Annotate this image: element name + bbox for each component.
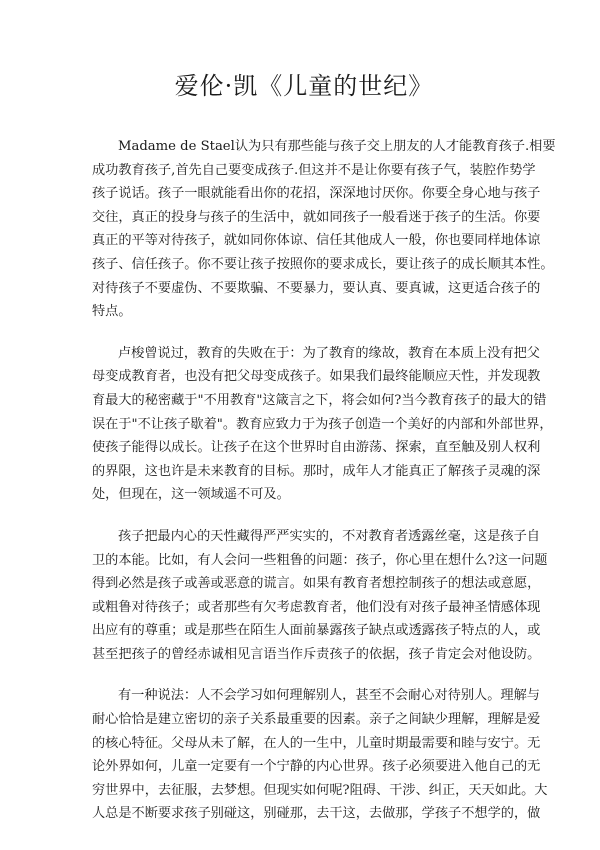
text-line: 卫的本能。比如，有人会问一些粗鲁的问题：孩子，你心里在想什么?这一问题 — [92, 552, 548, 568]
text-line: 耐心恰恰是建立密切的亲子关系最重要的因素。亲子之间缺少理解，理解是爱 — [92, 712, 541, 728]
text-line: 真正的平等对待孩子，就如同你体谅、信任其他成人一般，你也要同样地体谅 — [92, 233, 541, 249]
text-line: 论外界如何，儿童一定要有一个宁静的内心世界。孩子必须要进入他自己的无 — [92, 759, 541, 775]
text-line: 穷世界中，去征服，去梦想。但现实如何呢?阻碍、干涉、纠正，天天如此。大 — [92, 782, 548, 798]
paragraph-1 — [92, 135, 556, 324]
text-line: 或粗鲁对待孩子；或者那些有欠考虑教育者，他们没有对孩子最神圣情感体现 — [92, 599, 541, 615]
text-line: 得到必然是孩子或善或恶意的谎言。如果有教育者想控制孩子的想法或意愿， — [92, 576, 541, 592]
text-line: 有一种说法：人不会学习如何理解别人，甚至不会耐心对待别人。理解与 — [118, 688, 540, 704]
text-line: 的核心特征。父母从未了解，在人的一生中，儿童时期最需要和睦与安宁。无 — [92, 735, 541, 751]
text-line: 孩子把最内心的天性藏得严严实实的，不对教育者透露丝毫，这是孩子自 — [118, 528, 540, 544]
text-line: 特点。 — [92, 304, 132, 320]
text-line: 人总是不断要求孩子别碰这，别碰那，去干这，去做那，学孩子不想学的，做 — [92, 806, 541, 822]
text-line: 孩子说话。孩子一眼就能看出你的花招，深深地讨厌你。你要全身心地与孩子 — [92, 186, 541, 202]
text-line: 母变成教育者，也没有把父母变成孩子。如果我们最终能顺应天性，并发现教 — [92, 369, 541, 385]
text-line: 育最大的秘密藏于"不用教育"这箴言之下，将会如何?当今教育孩子的最大的错 — [92, 392, 547, 408]
text-line: 孩子、信任孩子。你不要让孩子按照你的要求成长，要让孩子的成长顺其本性。 — [92, 256, 554, 272]
text-line: 处，但现在，这一领域遥不可及。 — [92, 487, 290, 503]
document-title: 爱伦·凯《儿童的世纪》 — [174, 72, 434, 100]
text-line: 对待孩子不要虚伪、不要欺骗、不要暴力，要认真、要真诚，这更适合孩子的 — [92, 280, 541, 296]
text-line: Madame de Stael认为只有那些能与孩子交上朋友的人才能教育孩子.相要 — [118, 139, 556, 154]
text-line: 使孩子能得以成长。让孩子在这个世界时自由游荡、探索，直至触及别人权利 — [92, 440, 541, 456]
text-line: 出应有的尊重；或是那些在陌生人面前暴露孩子缺点或透露孩子特点的人，或 — [92, 623, 541, 639]
paragraph-4 — [92, 684, 548, 826]
paragraph-2 — [92, 342, 553, 507]
text-line: 甚至把孩子的曾经赤诚相见言语当作斥责孩子的依据，孩子肯定会对他设防。 — [92, 646, 541, 662]
text-line: 误在于"不让孩子歇着"。教育应致力于为孩子创造一个美好的内部和外部世界， — [92, 416, 553, 432]
text-line: 卢梭曾说过，教育的失败在于：为了教育的缘故，教育在本质上没有把父 — [118, 345, 540, 361]
text-line: 成功教育孩子,首先自己要变成孩子.但这并不是让你要有孩子气，装腔作势学 — [92, 162, 536, 178]
text-line: 的界限，这也许是未来教育的目标。那时，成年人才能真正了解孩子灵魂的深 — [92, 463, 541, 479]
text-line: 交往，真正的投身与孩子的生活中，就如同孩子一般看迷于孩子的生活。你要 — [92, 209, 541, 225]
paragraph-3 — [92, 525, 548, 667]
